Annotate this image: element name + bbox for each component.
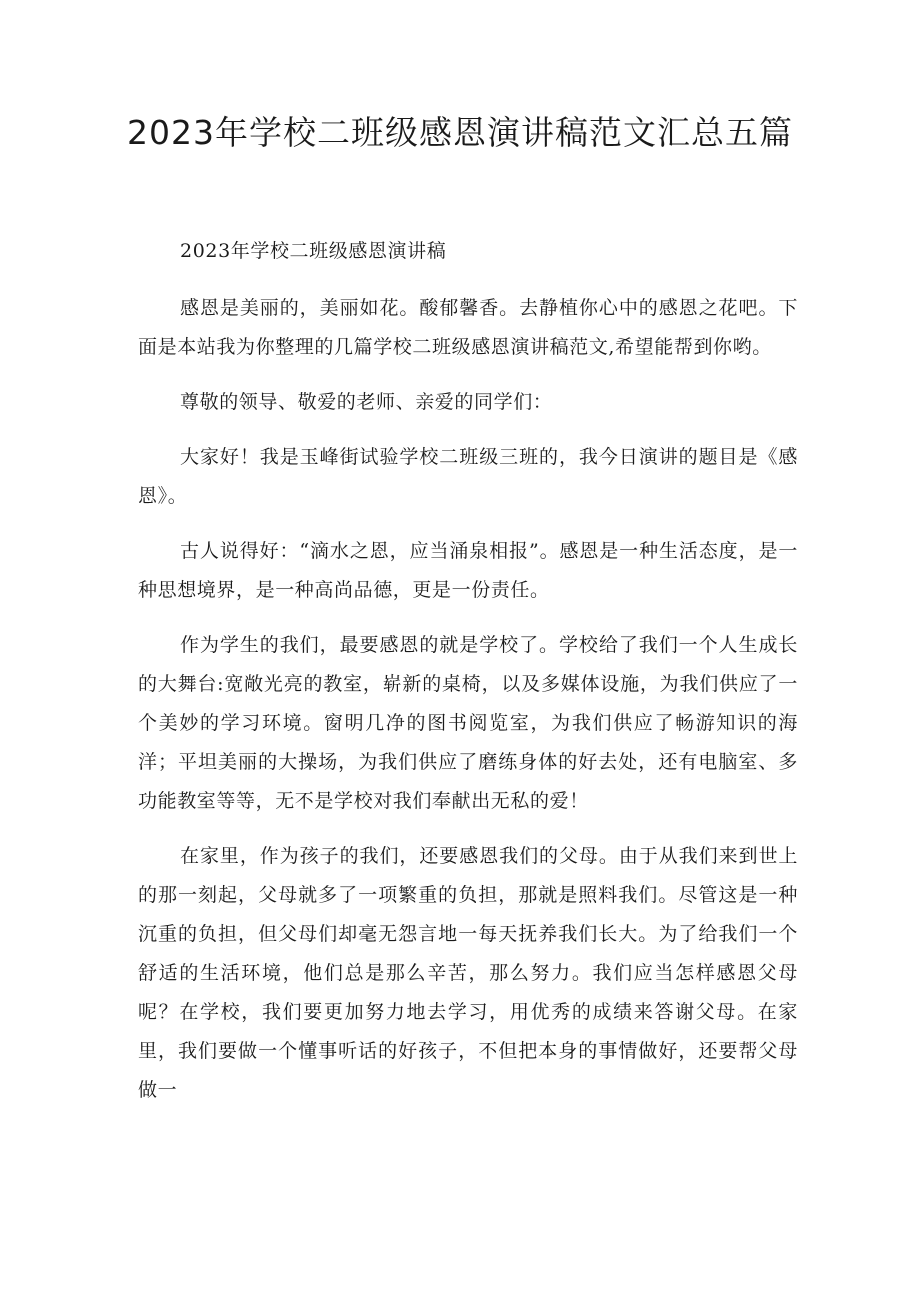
- document-body: [138, 232, 798, 1126]
- school-gratitude-paragraph: 作为学生的我们，最要感恩的就是学校了。学校给了我们一个人生成长的大舞台:宽敞光亮的教室，崭新的桌椅，以及多媒体设施，为我们供应了一个美妙的学习环境。窗明几净的图书阅览室，为我们供应了畅游知识的海洋；平坦美丽的大操场，为我们供应了磨练身体的好去处，还有电脑室、多功能教室等等，无不是学校对我们奉献出无私的爱！: [138, 634, 798, 812]
- parents-gratitude-paragraph: 在家里，作为孩子的我们，还要感恩我们的父母。由于从我们来到世上的那一刻起，父母就多了一项繁重的负担，那就是照料我们。尽管这是一种沉重的负担，但父母们却毫无怨言地一每天抚养我们长大。为了给我们一个舒适的生活环境，他们总是那么辛苦，那么努力。我们应当怎样感恩父母呢？在学校，我们要更加努力地去学习，用优秀的成绩来答谢父母。在家里，我们要做一个懂事听话的好孩子，不但把本身的事情做好，还要帮父母做一: [138, 845, 798, 1101]
- salutation-paragraph: 尊敬的领导、敬爱的老师、亲爱的同学们：: [180, 391, 553, 413]
- document-title: 2023年学校二班级感恩演讲稿范文汇总五篇: [127, 113, 793, 152]
- greeting-paragraph: 大家好！我是玉峰街试验学校二班级三班的，我今日演讲的题目是《感恩》。: [138, 446, 798, 507]
- speech-subtitle: 2023年学校二班级感恩演讲稿: [180, 240, 447, 262]
- intro-paragraph: 感恩是美丽的，美丽如花。酸郁馨香。去静植你心中的感恩之花吧。下面是本站我为你整理的几篇学校二班级感恩演讲稿范文,希望能帮到你哟。: [138, 297, 798, 358]
- quote-paragraph: 古人说得好：“滴水之恩，应当涌泉相报”。感恩是一种生活态度，是一种思想境界，是一种高尚品德，更是一份责任。: [138, 540, 798, 601]
